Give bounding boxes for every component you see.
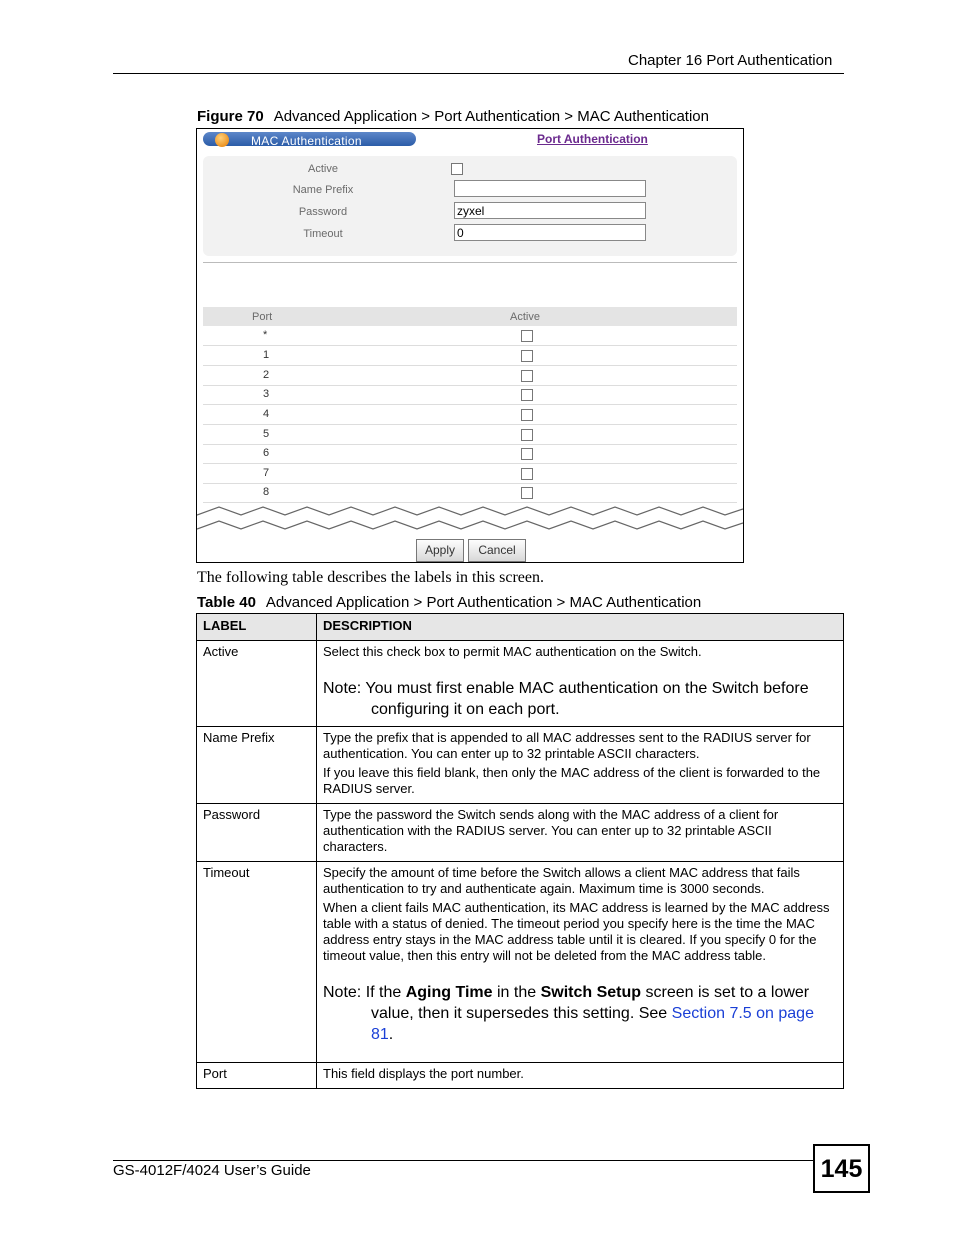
table-row [197,727,844,804]
port-number: * [263,329,268,341]
port-row [203,366,737,386]
row-label-port: Port [197,1063,317,1089]
label-description-table [196,613,843,1089]
row-label-password: Password [197,804,317,862]
note-part: in the [497,984,537,1001]
note-part: . [388,1026,394,1043]
port-row [203,483,737,503]
port-number: 5 [263,428,270,440]
name-prefix-input[interactable] [454,180,646,197]
port-number: 2 [263,369,270,381]
apply-button[interactable]: Apply [416,539,464,562]
desc-text-2: If you leave this field blank, then only the MAC address of the client is forwarded to the RADIUS server. [323,765,821,796]
port-number: 1 [263,349,270,361]
password-label: Password [298,206,348,218]
port-row [203,385,737,405]
row-label-active: Active [197,641,317,727]
intro-text: The following table describes the labels in this screen. [197,569,545,586]
row-desc-timeout [317,862,844,1063]
port-authentication-link[interactable]: Port Authentication [537,132,648,146]
desc-text: Specify the amount of time before the Switch allows a client MAC address that fails authentication to try and authenticate again. Maximum time is 3000 seconds. [323,865,800,896]
row-label-timeout: Timeout [197,862,317,1063]
port-active-checkbox[interactable] [521,330,533,342]
note-bold-switch-setup: Switch Setup [540,984,642,1001]
table-label: Table 40 [197,594,256,611]
port-active-checkbox[interactable] [521,468,533,480]
note-part: screen is set to a lower value, then it supersedes this setting. See [371,984,810,1022]
figure-caption [197,108,709,125]
torn-edge-break [197,501,743,537]
table-row [197,641,844,727]
mac-auth-screenshot [196,128,744,563]
desc-text: Type the prefix that is appended to all MAC addresses sent to the RADIUS server for authentication. You can enter up to 32 printable ASCII characters. [323,730,811,761]
title-bullet-icon [215,133,229,147]
table-title: Advanced Application > Port Authentication > MAC Authentication [265,594,702,611]
port-row [203,444,737,464]
label-column-header: LABEL [197,614,317,641]
port-active-checkbox[interactable] [521,429,533,441]
row-desc-port: This field displays the port number. [317,1063,844,1089]
port-number: 8 [263,486,270,498]
port-active-checkbox[interactable] [521,389,533,401]
port-active-checkbox[interactable] [521,448,533,460]
timeout-label: Timeout [303,228,343,240]
port-active-checkbox[interactable] [521,409,533,421]
port-column-header: Port [252,311,273,323]
note-bold-aging-time: Aging Time [405,984,493,1001]
page-number: 145 [813,1144,870,1193]
section-divider [203,262,737,263]
port-row [203,326,737,346]
timeout-input[interactable]: 0 [454,224,646,241]
port-active-checkbox[interactable] [521,350,533,362]
port-number: 3 [263,388,270,400]
table-row [197,804,844,862]
port-active-checkbox[interactable] [521,370,533,382]
active-label: Active [308,163,338,175]
figure-title: Advanced Application > Port Authentication > MAC Authentication [273,108,709,125]
chapter-header: Chapter 16 Port Authentication [628,52,833,69]
table-row [197,862,844,1063]
active-column-header: Active [510,311,540,323]
guide-title: GS-4012F/4024 User’s Guide [113,1162,311,1179]
port-row [203,425,737,445]
port-table-header [203,307,737,326]
note-text: Note: You must first enable MAC authentication on the Switch before configuring it on each port. [323,680,809,718]
port-active-checkbox[interactable] [521,487,533,499]
note-text [323,982,837,1045]
settings-panel [203,156,737,256]
port-number: 6 [263,447,270,459]
table-caption [197,594,701,611]
cancel-button[interactable]: Cancel [468,539,526,562]
table-row [197,1063,844,1089]
port-row [203,405,737,425]
description-column-header: DESCRIPTION [317,614,844,641]
table-header-row [197,614,844,641]
active-checkbox[interactable] [451,163,463,175]
desc-text: Select this check box to permit MAC authentication on the Switch. [323,644,702,659]
name-prefix-label: Name Prefix [292,184,354,196]
port-row [203,346,737,366]
row-desc-active [317,641,844,727]
row-desc-name-prefix [317,727,844,804]
row-desc-password: Type the password the Switch sends along with the MAC address of a client for authentication with the RADIUS server. You can enter up to 32 printable ASCII characters. [317,804,844,862]
footer-rule [113,1160,815,1161]
figure-label: Figure 70 [197,108,264,125]
panel-title: MAC Authentication [251,134,362,148]
note-part: Note: If the [323,984,402,1001]
desc-text-2: When a client fails MAC authentication, its MAC address is learned by the MAC address table with a status of denied. The timeout period you specify here is the time the MAC address entry stays in the MAC address table until it is cleared. If you specify 0 for the timeout value, then this entry will not be deleted from the MAC address table. [323,900,830,963]
panel-titlebar [203,132,416,146]
row-label-name-prefix: Name Prefix [197,727,317,804]
port-row [203,464,737,484]
password-input[interactable]: zyxel [454,202,646,219]
header-rule [113,73,844,74]
port-number: 7 [263,467,270,479]
port-number: 4 [263,408,270,420]
section-link[interactable]: Section 7.5 on page 81 [371,1005,814,1043]
